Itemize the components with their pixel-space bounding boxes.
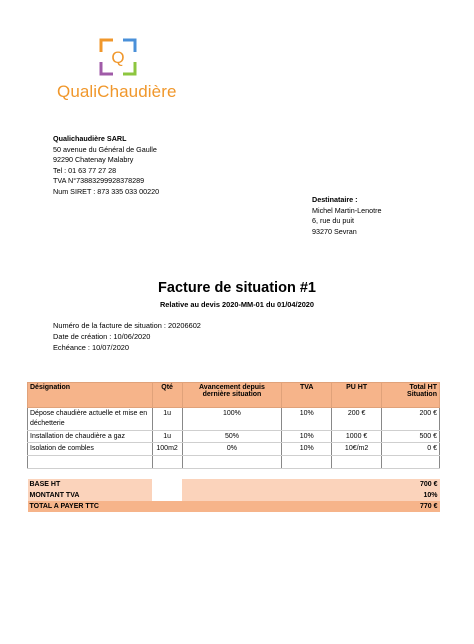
row-tva: 10% xyxy=(282,430,332,443)
row-pu-ht: 10€/m2 xyxy=(332,443,382,456)
total-base-row xyxy=(28,479,440,490)
header-pu-ht: PU HT xyxy=(332,383,382,408)
row-designation: Dépose chaudière actuelle et mise en déchetterie xyxy=(28,408,153,431)
total-ttc-label: TOTAL A PAYER TTC xyxy=(28,501,153,512)
recipient-address2: 93270 Sevran xyxy=(312,226,357,236)
logo-icon xyxy=(97,36,139,78)
header-designation: Désignation xyxy=(28,383,153,408)
sender-address2: 92290 Chatenay Malabry xyxy=(53,155,134,165)
total-tva-label: MONTANT TVA xyxy=(28,490,153,501)
row-progress: 0% xyxy=(182,443,282,456)
recipient-label: Destinataire : xyxy=(312,195,358,204)
row-designation: Installation de chaudière a gaz xyxy=(28,430,153,443)
row-pu-ht: 200 € xyxy=(332,408,382,431)
row-total: 0 € xyxy=(382,443,440,456)
row-qty: 1u xyxy=(152,408,182,431)
logo-letter: Q xyxy=(111,48,125,67)
recipient-name: Michel Martin-Lenotre xyxy=(312,205,382,215)
recipient-block xyxy=(312,195,382,237)
header-progress: Avancement depuis dernière situation xyxy=(182,383,282,408)
total-base-label: BASE HT xyxy=(28,479,153,490)
recipient-address1: 6, rue du puit xyxy=(312,216,354,226)
header-total: Total HT Situation xyxy=(382,383,440,408)
row-progress: 50% xyxy=(182,430,282,443)
header-qty: Qté xyxy=(152,383,182,408)
invoice-table xyxy=(27,382,440,512)
row-total: 500 € xyxy=(382,430,440,443)
sender-company: Qualichaudière SARL xyxy=(53,134,127,143)
table-header-row xyxy=(28,383,440,408)
sender-tva: TVA N°73883299928378289 xyxy=(53,176,145,186)
invoice-created: Date de création : 10/06/2020 xyxy=(53,331,151,341)
total-base-value: 700 € xyxy=(382,479,440,490)
row-pu-ht: 1000 € xyxy=(332,430,382,443)
table-row-empty xyxy=(28,456,440,469)
invoice-due: Echéance : 10/07/2020 xyxy=(53,342,130,352)
sender-tel: Tel : 01 63 77 27 28 xyxy=(53,165,117,175)
table-row xyxy=(28,443,440,456)
sender-address1: 50 avenue du Général de Gaulle xyxy=(53,144,157,154)
total-ttc-value: 770 € xyxy=(382,501,440,512)
invoice-title: Facture de situation #1 xyxy=(158,280,316,296)
invoice-number: Numéro de la facture de situation : 20206602 xyxy=(53,321,201,330)
table-row xyxy=(28,408,440,431)
row-qty: 1u xyxy=(152,430,182,443)
invoice-meta xyxy=(53,321,201,353)
row-qty: 100m2 xyxy=(152,443,182,456)
header-tva: TVA xyxy=(282,383,332,408)
row-designation: Isolation de combles xyxy=(28,443,153,456)
row-progress: 100% xyxy=(182,408,282,431)
total-ttc-row xyxy=(28,501,440,512)
total-tva-value: 10% xyxy=(382,490,440,501)
row-tva: 10% xyxy=(282,443,332,456)
sender-siret: Num SIRET : 873 335 033 00220 xyxy=(53,186,160,196)
invoice-subtitle: Relative au devis 2020-MM-01 du 01/04/2020 xyxy=(159,300,315,309)
brand-name: QualiChaudière xyxy=(57,82,177,101)
row-tva: 10% xyxy=(282,408,332,431)
sender-block xyxy=(53,134,159,198)
table-row xyxy=(28,430,440,443)
row-total: 200 € xyxy=(382,408,440,431)
total-tva-row xyxy=(28,490,440,501)
